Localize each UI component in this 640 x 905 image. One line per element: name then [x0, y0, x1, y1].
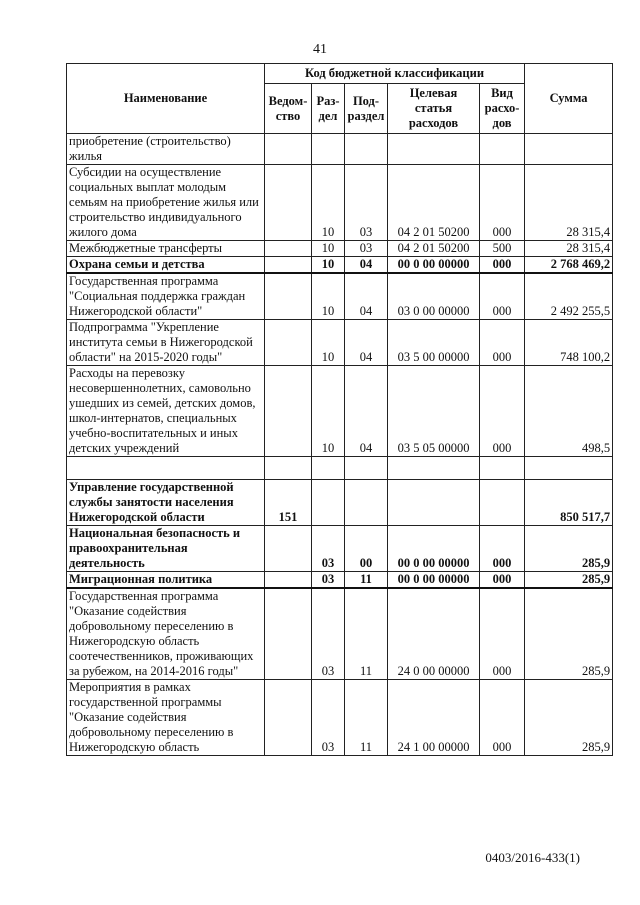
- cell-vedom: [265, 572, 312, 589]
- cell-podrazdel: [345, 457, 388, 480]
- table-row: [67, 680, 613, 756]
- cell-vid: 000: [480, 273, 525, 320]
- cell-summa: 285,9: [525, 680, 613, 756]
- cell-podrazdel: [345, 134, 388, 165]
- cell-vid: 000: [480, 165, 525, 241]
- cell-celevaya: [388, 480, 480, 526]
- cell-vid: 000: [480, 366, 525, 457]
- cell-podrazdel: 04: [345, 257, 388, 274]
- cell-celevaya: 24 1 00 00000: [388, 680, 480, 756]
- document-code: 0403/2016-433(1): [485, 850, 580, 865]
- cell-vid: 000: [480, 680, 525, 756]
- header-summa: Сумма: [525, 64, 613, 134]
- cell-vid: 000: [480, 257, 525, 274]
- cell-celevaya: [388, 457, 480, 480]
- header-name: Наименование: [67, 64, 265, 134]
- cell-vedom: [265, 134, 312, 165]
- cell-vedom: [265, 366, 312, 457]
- cell-name: Охрана семьи и детства: [67, 257, 265, 274]
- cell-celevaya: 03 5 05 00000: [388, 366, 480, 457]
- cell-podrazdel: [345, 480, 388, 526]
- cell-podrazdel: 11: [345, 588, 388, 680]
- cell-name: Государственная программа "Оказание содействия добровольному переселению в Нижегородскую область соотечественников, проживающих за рубежом, на 2014-2016 годы": [67, 588, 265, 680]
- cell-name: приобретение (строительство) жилья: [67, 134, 265, 165]
- table-row: [67, 572, 613, 589]
- cell-razdel: 10: [312, 320, 345, 366]
- cell-summa: 2 492 255,5: [525, 273, 613, 320]
- table-row: [67, 457, 613, 480]
- cell-summa: 285,9: [525, 572, 613, 589]
- cell-razdel: 03: [312, 680, 345, 756]
- cell-razdel: [312, 480, 345, 526]
- cell-summa: 498,5: [525, 366, 613, 457]
- cell-razdel: 10: [312, 366, 345, 457]
- cell-summa: 2 768 469,2: [525, 257, 613, 274]
- cell-vedom: [265, 526, 312, 572]
- cell-name: Расходы на перевозку несовершеннолетних, самовольно ушедших из семей, детских домов, школ-интернатов, специальных учебно-воспитательных и иных детских учреждений: [67, 366, 265, 457]
- table-row: [67, 526, 613, 572]
- cell-name: Миграционная политика: [67, 572, 265, 589]
- cell-podrazdel: 11: [345, 572, 388, 589]
- cell-podrazdel: 04: [345, 366, 388, 457]
- cell-vid: 000: [480, 572, 525, 589]
- cell-vid: [480, 480, 525, 526]
- cell-vedom: [265, 320, 312, 366]
- cell-vedom: [265, 241, 312, 257]
- cell-podrazdel: 03: [345, 165, 388, 241]
- cell-celevaya: 00 0 00 00000: [388, 257, 480, 274]
- cell-celevaya: 04 2 01 50200: [388, 165, 480, 241]
- cell-celevaya: 03 0 00 00000: [388, 273, 480, 320]
- cell-summa: 285,9: [525, 588, 613, 680]
- cell-razdel: [312, 134, 345, 165]
- table-row: [67, 273, 613, 320]
- cell-celevaya: 04 2 01 50200: [388, 241, 480, 257]
- header-razdel: Раз-дел: [312, 84, 345, 134]
- cell-summa: 748 100,2: [525, 320, 613, 366]
- header-code-group: Код бюджетной классификации: [265, 64, 525, 84]
- cell-vid: 500: [480, 241, 525, 257]
- cell-name: Мероприятия в рамках государственной программы "Оказание содействия добровольному переселению в Нижегородскую область: [67, 680, 265, 756]
- cell-name: Межбюджетные трансферты: [67, 241, 265, 257]
- cell-summa: 28 315,4: [525, 165, 613, 241]
- table-row: [67, 241, 613, 257]
- table-row: [67, 165, 613, 241]
- cell-podrazdel: 03: [345, 241, 388, 257]
- header-podrazdel: Под-раздел: [345, 84, 388, 134]
- cell-vid: [480, 134, 525, 165]
- cell-podrazdel: 00: [345, 526, 388, 572]
- cell-celevaya: 00 0 00 00000: [388, 572, 480, 589]
- header-celevaya: Целевая статья расходов: [388, 84, 480, 134]
- cell-celevaya: 00 0 00 00000: [388, 526, 480, 572]
- cell-razdel: 10: [312, 273, 345, 320]
- cell-name: Управление государственной службы занятости населения Нижегородской области: [67, 480, 265, 526]
- cell-vedom: [265, 680, 312, 756]
- cell-name: Субсидии на осуществление социальных выплат молодым семьям на приобретение жилья или строительство индивидуального жилого дома: [67, 165, 265, 241]
- cell-vedom: [265, 457, 312, 480]
- header-vid: Вид расхо-дов: [480, 84, 525, 134]
- cell-vedom: [265, 165, 312, 241]
- cell-podrazdel: 04: [345, 320, 388, 366]
- cell-razdel: 10: [312, 165, 345, 241]
- cell-vedom: 151: [265, 480, 312, 526]
- cell-razdel: 03: [312, 572, 345, 589]
- cell-summa: 285,9: [525, 526, 613, 572]
- page-number: 41: [313, 42, 327, 57]
- cell-celevaya: [388, 134, 480, 165]
- cell-razdel: 10: [312, 241, 345, 257]
- cell-vid: 000: [480, 526, 525, 572]
- table-row: [67, 480, 613, 526]
- cell-podrazdel: 04: [345, 273, 388, 320]
- cell-name: Государственная программа "Социальная поддержка граждан Нижегородской области": [67, 273, 265, 320]
- cell-celevaya: 24 0 00 00000: [388, 588, 480, 680]
- table-row: [67, 320, 613, 366]
- cell-summa: [525, 134, 613, 165]
- cell-razdel: 03: [312, 588, 345, 680]
- cell-summa: 28 315,4: [525, 241, 613, 257]
- cell-razdel: 03: [312, 526, 345, 572]
- cell-vedom: [265, 257, 312, 274]
- table-row: [67, 588, 613, 680]
- cell-vid: 000: [480, 588, 525, 680]
- header-vedom: Ведом-ство: [265, 84, 312, 134]
- cell-summa: [525, 457, 613, 480]
- cell-vid: [480, 457, 525, 480]
- cell-name: [67, 457, 265, 480]
- table-row: [67, 257, 613, 274]
- cell-summa: 850 517,7: [525, 480, 613, 526]
- table-row: [67, 366, 613, 457]
- cell-razdel: [312, 457, 345, 480]
- cell-podrazdel: 11: [345, 680, 388, 756]
- cell-vedom: [265, 273, 312, 320]
- cell-vid: 000: [480, 320, 525, 366]
- cell-vedom: [265, 588, 312, 680]
- cell-name: Подпрограмма "Укрепление института семьи в Нижегородской области" на 2015-2020 годы": [67, 320, 265, 366]
- cell-name: Национальная безопасность и правоохранительная деятельность: [67, 526, 265, 572]
- cell-celevaya: 03 5 00 00000: [388, 320, 480, 366]
- table-row: [67, 134, 613, 165]
- budget-table: [66, 63, 613, 756]
- cell-razdel: 10: [312, 257, 345, 274]
